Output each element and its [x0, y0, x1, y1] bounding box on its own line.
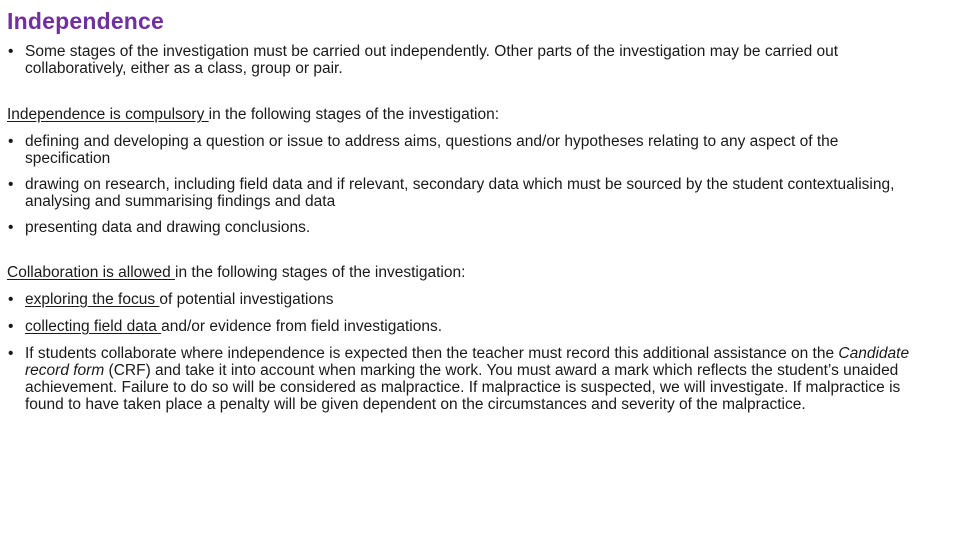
independence-bullet-3: • presenting data and drawing conclusions. [7, 219, 927, 236]
collaboration-bullet-1 [7, 291, 927, 308]
collaboration-bullet-2-rest: and/or evidence from field investigations. [161, 318, 443, 335]
collaboration-heading [7, 264, 927, 281]
collaboration-bullet-3 [7, 345, 927, 413]
collaboration-bullet-3-part2: (CRF) and take it into account when marking the work. You must award a mark which reflects the student’s unaided achievement. Failure to do so will be considered as malpractice. If malpractice is suspected, we will investigate. If malpractice is found to have taken place a penalty will be given dependent on the circumstances and severity of the malpractice. [25, 362, 901, 413]
slide-body [7, 43, 927, 422]
candidate-record-form-term: Candidate record form [25, 345, 910, 379]
collaboration-bullet-2-underlined: collecting field data [25, 318, 162, 335]
independence-heading [7, 106, 927, 123]
collaboration-bullet-1-underlined: exploring the focus [25, 291, 160, 308]
independence-heading-rest: in the following stages of the investigation: [208, 106, 500, 123]
collaboration-bullet-2 [7, 318, 927, 335]
collaboration-heading-rest: in the following stages of the investigation: [175, 264, 466, 281]
independence-heading-underlined: Independence is compulsory [7, 106, 209, 123]
independence-bullet-1: • defining and developing a question or issue to address aims, questions and/or hypotheses relating to any aspect of the specification [7, 133, 927, 167]
collaboration-bullet-1-rest: of potential investigations [159, 291, 334, 308]
collaboration-heading-underlined: Collaboration is allowed [7, 264, 176, 281]
collaboration-bullet-3-part1: If students collaborate where independence is expected then the teacher must record this additional assistance on the [25, 345, 839, 362]
independence-bullet-2: • drawing on research, including field data and if relevant, secondary data which must be sourced by the student contextualising, analysing and summarising findings and data [7, 176, 927, 210]
slide-title: Independence [7, 8, 165, 34]
intro-bullet: • Some stages of the investigation must be carried out independently. Other parts of the investigation may be carried out collaboratively, either as a class, group or pair. [7, 43, 927, 77]
